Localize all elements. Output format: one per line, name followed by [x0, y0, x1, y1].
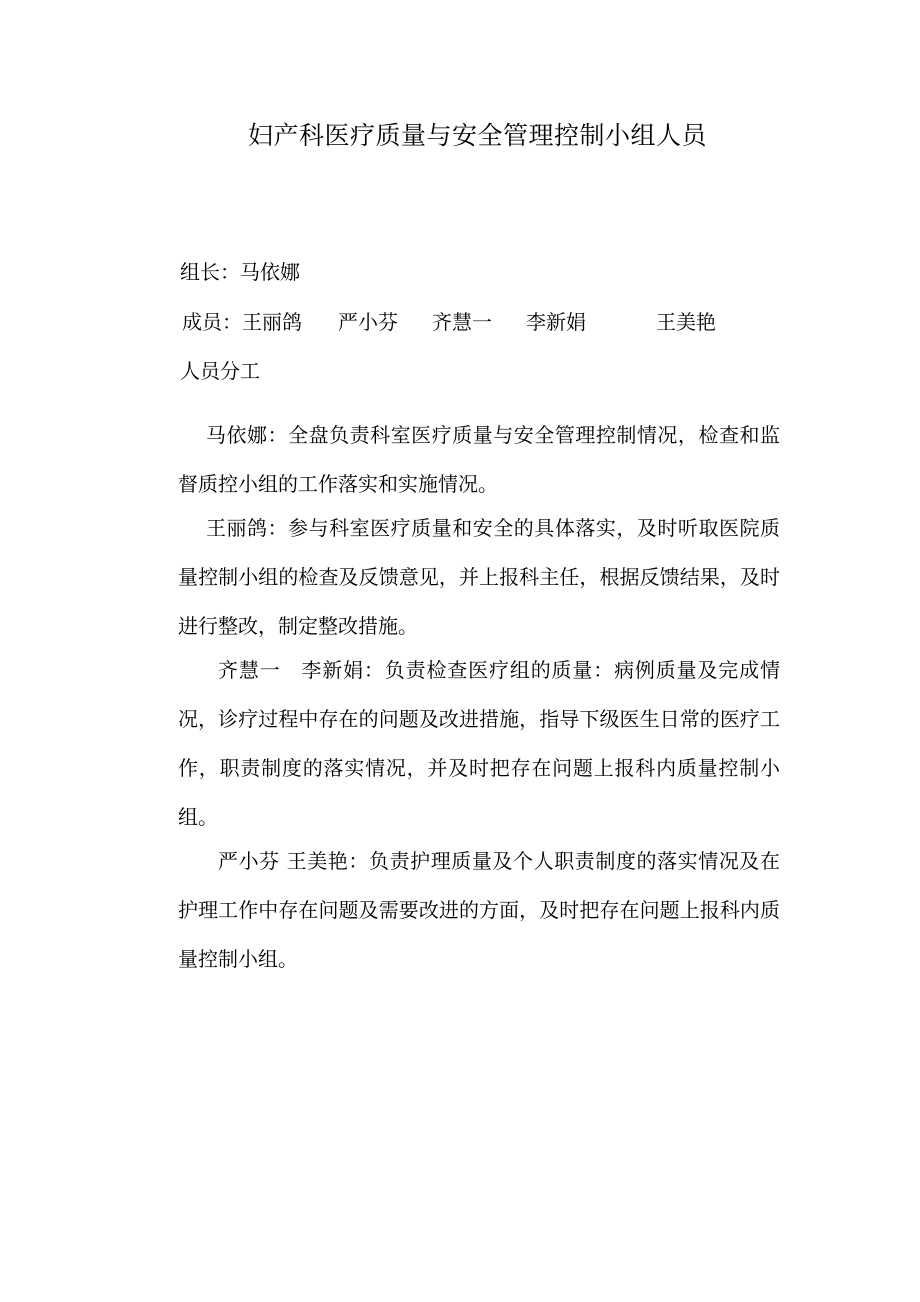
member-name: 严小芬	[338, 310, 398, 334]
duty-paragraph: 马依娜：全盘负责科室医疗质量与安全管理控制情况，检查和监督质控小组的工作落实和实施情况。	[178, 423, 780, 496]
document-title: 妇产科医疗质量与安全管理控制小组人员	[248, 121, 708, 150]
duty-paragraph: 王丽鸽：参与科室医疗质量和安全的具体落实，及时听取医院质量控制小组的检查及反馈意见，并上报科主任，根据反馈结果，及时进行整改，制定整改措施。	[178, 516, 780, 638]
group-leader-line: 组长：马依娜	[180, 260, 300, 284]
division-heading: 人员分工	[180, 359, 260, 383]
members-line	[182, 306, 716, 335]
member-name: 李新娟	[526, 310, 586, 334]
member-name: 齐慧一	[432, 310, 492, 334]
member-name: 王丽鸽	[242, 310, 302, 334]
member-name: 王美艳	[656, 310, 716, 334]
duty-paragraph: 严小芬 王美艳：负责护理质量及个人职责制度的落实情况及在护理工作中存在问题及需要改进的方面，及时把存在问题上报科内质量控制小组。	[178, 849, 780, 971]
duty-paragraph: 齐慧一 李新娟：负责检查医疗组的质量：病例质量及完成情况，诊疗过程中存在的问题及改进措施，指导下级医生日常的医疗工作，职责制度的落实情况，并及时把存在问题上报科内质量控制小组。	[178, 658, 780, 829]
members-prefix: 成员：	[182, 310, 242, 334]
